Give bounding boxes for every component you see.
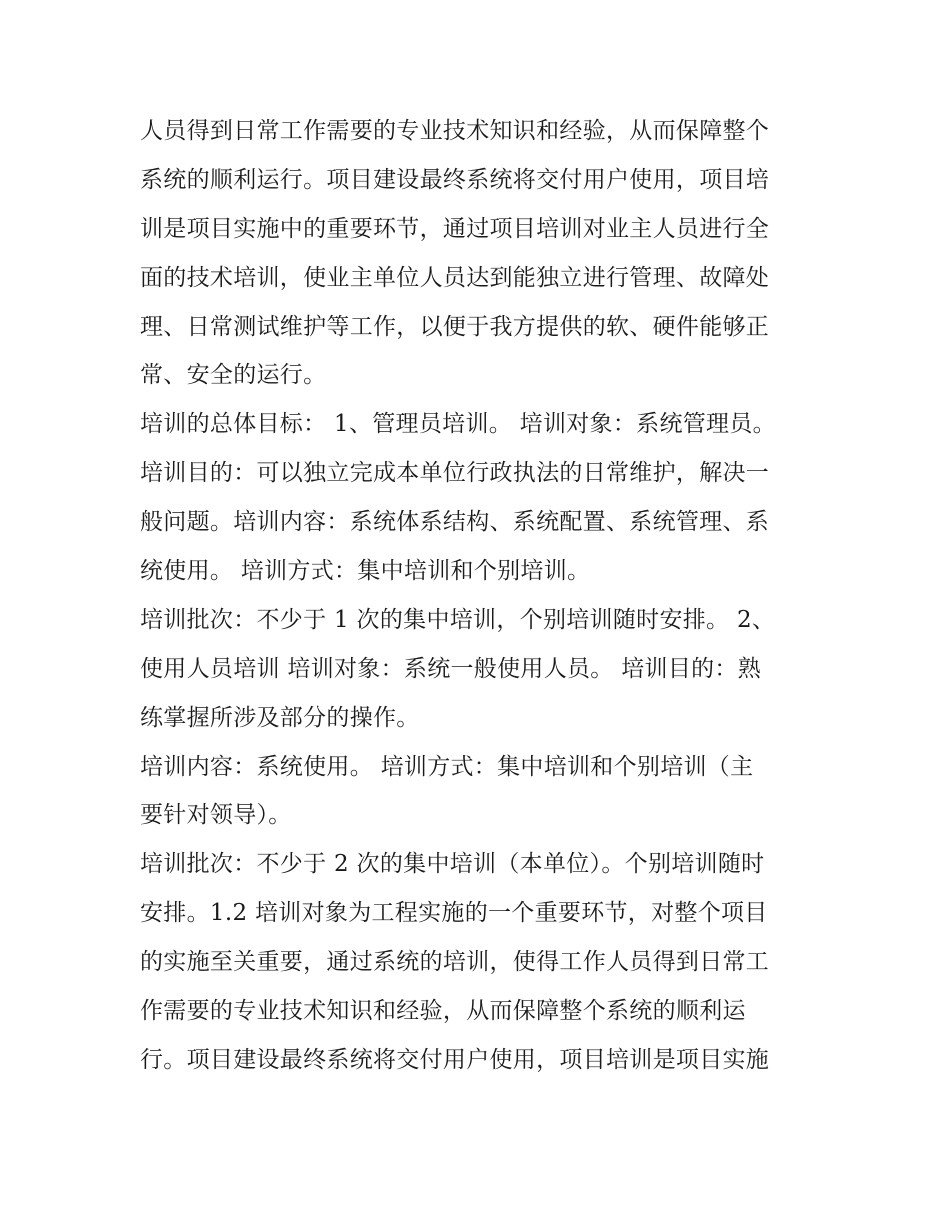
text-line: 培训目的：可以独立完成本单位行政执法的日常维护，解决一 — [140, 460, 770, 487]
text-line: 面的技术培训，使业主单位人员达到能独立进行管理、故障处 — [140, 264, 770, 291]
text-line: 常、安全的运行。 — [140, 362, 327, 389]
text-line: 系统的顺利运行。项目建设最终系统将交付用户使用，项目培 — [140, 166, 770, 193]
text-line: 训是项目实施中的重要环节，通过项目培训对业主人员进行全 — [140, 215, 770, 242]
text-line: 培训批次：不少于 2 次的集中培训（本单位）。个别培训随时 — [140, 851, 765, 878]
text-line: 培训批次：不少于 1 次的集中培训，个别培训随时安排。 2、 — [140, 606, 776, 633]
text-line: 培训内容：系统使用。 培训方式：集中培训和个别培训（主 — [140, 753, 754, 780]
text-line: 练掌握所涉及部分的操作。 — [140, 704, 420, 731]
text-line: 安排。1.2 培训对象为工程实施的一个重要环节，对整个项目 — [140, 900, 768, 927]
text-line: 作需要的专业技术知识和经验，从而保障整个系统的顺利运 — [140, 998, 746, 1025]
text-line: 培训的总体目标： 1、管理员培训。 培训对象：系统管理员。 — [140, 411, 776, 438]
body-text — [140, 107, 820, 1085]
text-line: 般问题。培训内容：系统体系结构、系统配置、系统管理、系 — [140, 509, 770, 536]
text-line: 人员得到日常工作需要的专业技术知识和经验，从而保障整个 — [140, 118, 770, 144]
text-line: 要针对领导）。 — [140, 802, 292, 829]
text-line: 的实施至关重要，通过系统的培训，使得工作人员得到日常工 — [140, 949, 770, 976]
text-line: 统使用。 培训方式：集中培训和个别培训。 — [140, 558, 591, 585]
text-line: 使用人员培训 培训对象：系统一般使用人员。 培训目的：熟 — [140, 655, 762, 682]
text-line: 理、日常测试维护等工作，以便于我方提供的软、硬件能够正 — [140, 313, 770, 340]
text-line: 行。项目建设最终系统将交付用户使用，项目培训是项目实施 — [140, 1046, 770, 1073]
